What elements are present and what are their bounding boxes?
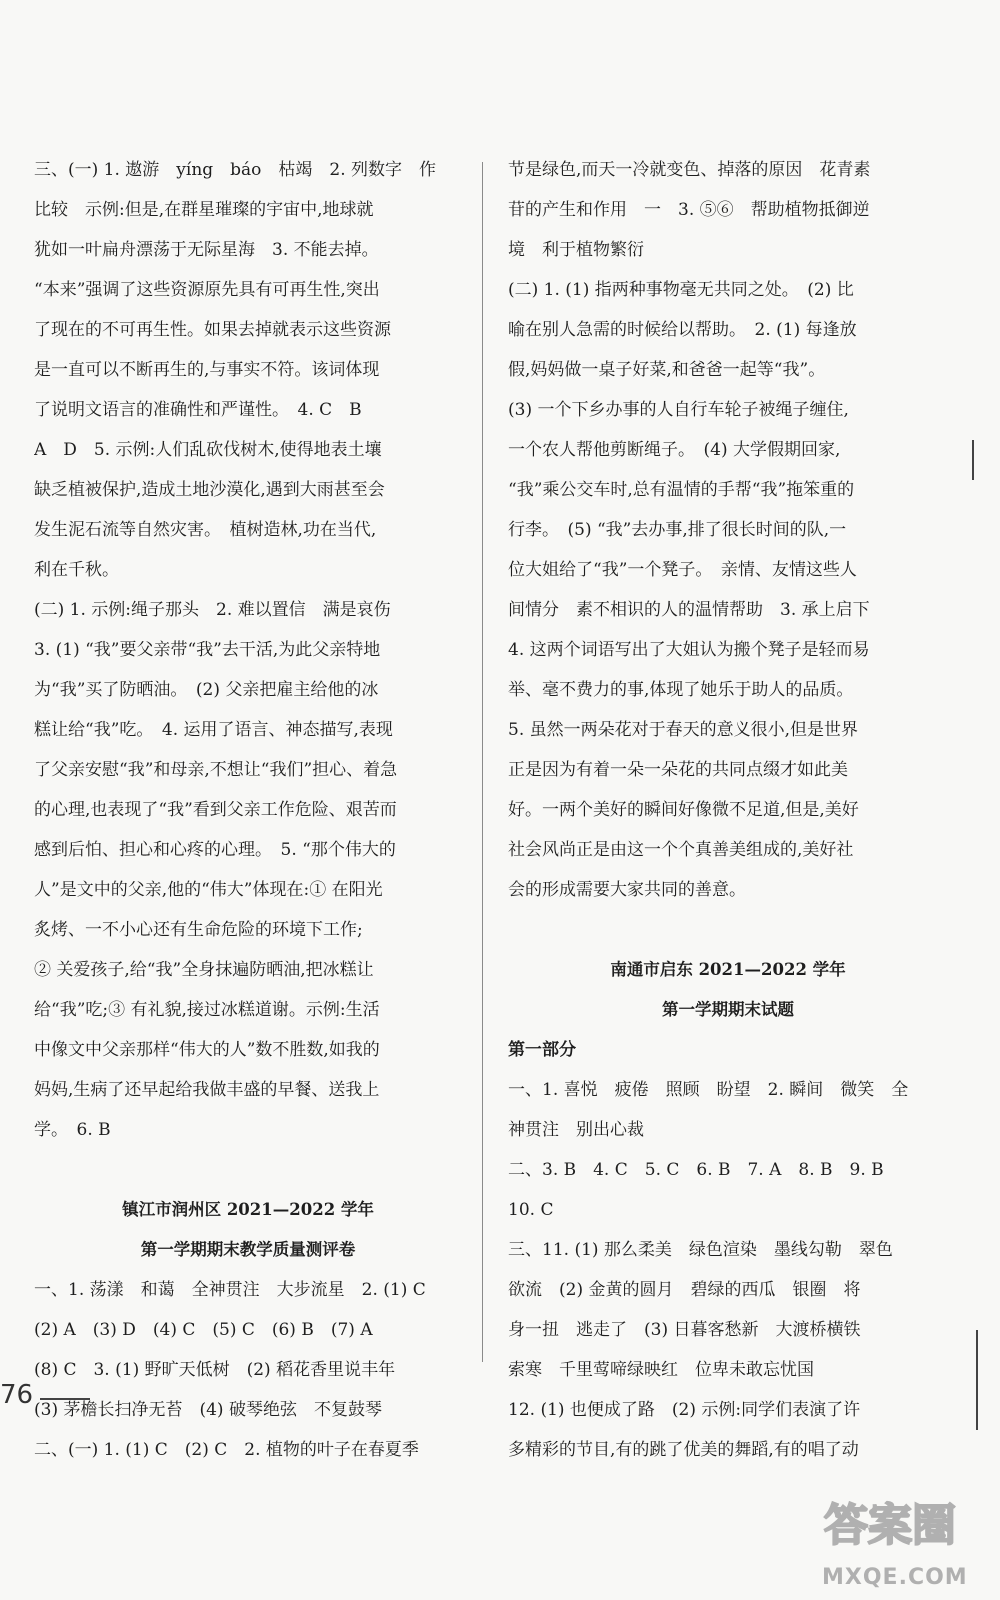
answer-line: 了现在的不可再生性。如果去掉就表示这些资源	[34, 320, 391, 340]
answer-line: 妈妈,生病了还早起给我做丰盛的早餐、送我上	[34, 1080, 380, 1100]
answer-line: 为“我”买了防晒油。 (2) 父亲把雇主给他的冰	[34, 680, 379, 700]
spacer	[508, 910, 948, 950]
answer-line: (3) 茅檐长扫净无苔 (4) 破琴绝弦 不复鼓琴	[34, 1400, 382, 1420]
answer-line: 多精彩的节目,有的跳了优美的舞蹈,有的唱了动	[508, 1440, 859, 1460]
page-number-rule	[40, 1398, 90, 1400]
answer-line: 中像文中父亲那样“伟大的人”数不胜数,如我的	[34, 1040, 380, 1060]
answer-line: 学。 6. B	[34, 1120, 111, 1140]
answer-line: 4. 这两个词语写出了大姐认为搬个凳子是轻而易	[508, 640, 870, 660]
answer-line: (二) 1. 示例:绳子那头 2. 难以置信 满是哀伤	[34, 600, 391, 620]
answer-line: 欲流 (2) 金黄的圆月 碧绿的西瓜 银圈 将	[508, 1280, 861, 1300]
page-number: 76	[0, 1380, 34, 1410]
right-column	[508, 150, 948, 1470]
answer-line: ② 关爱孩子,给“我”全身抹遍防晒油,把冰糕让	[34, 960, 374, 980]
answer-line: (二) 1. (1) 指两种事物毫无共同之处。 (2) 比	[508, 280, 854, 300]
section-subtitle: 第一学期期末试题	[662, 1000, 794, 1019]
answer-line: 间情分 素不相识的人的温情帮助 3. 承上启下	[508, 600, 870, 620]
answer-line: 二、3. B 4. C 5. C 6. B 7. A 8. B 9. B	[508, 1160, 884, 1180]
spacer	[34, 1150, 462, 1190]
answer-line: 一、1. 喜悦 疲倦 照顾 盼望 2. 瞬间 微笑 全	[508, 1080, 909, 1100]
answer-line: (2) A (3) D (4) C (5) C (6) B (7) A	[34, 1320, 373, 1340]
answer-line: 假,妈妈做一桌子好菜,和爸爸一起等“我”。	[508, 360, 826, 380]
answer-line: 5. 虽然一两朵花对于春天的意义很小,但是世界	[508, 720, 859, 740]
watermark-logo-text: 答案圈	[824, 1500, 956, 1551]
answer-line: 发生泥石流等自然灾害。 植树造林,功在当代,	[34, 520, 377, 540]
answer-line: (3) 一个下乡办事的人自行车轮子被绳子缠住,	[508, 400, 849, 420]
answer-line: 举、毫不费力的事,体现了她乐于助人的品质。	[508, 680, 854, 700]
answer-line: 糕让给“我”吃。 4. 运用了语言、神态描写,表现	[34, 720, 393, 740]
answer-line: 二、(一) 1. (1) C (2) C 2. 植物的叶子在春夏季	[34, 1440, 419, 1460]
watermark-site-text: MXQE.COM	[822, 1565, 968, 1590]
answer-line: 行李。 (5) “我”去办事,排了很长时间的队,一	[508, 520, 847, 540]
section-title: 南通市启东 2021—2022 学年	[610, 960, 846, 979]
answer-line: 位大姐给了“我”一个凳子。 亲情、友情这些人	[508, 560, 857, 580]
part-heading: 第一部分	[508, 1040, 576, 1060]
answer-line: 了父亲安慰“我”和母亲,不想让“我们”担心、着急	[34, 760, 398, 780]
answer-line: 身一扭 逃走了 (3) 日暮客愁新 大渡桥横铁	[508, 1320, 861, 1340]
answer-line: 利在千秋。	[34, 560, 119, 580]
answer-line: 喻在别人急需的时候给以帮助。 2. (1) 每逢放	[508, 320, 857, 340]
answer-line: 感到后怕、担心和心疼的心理。 5. “那个伟大的	[34, 840, 396, 860]
answer-line: 缺乏植被保护,造成土地沙漠化,遇到大雨甚至会	[34, 480, 385, 500]
answer-line: 12. (1) 也便成了路 (2) 示例:同学们表演了许	[508, 1400, 861, 1420]
answer-line: 一个农人帮他剪断绳子。 (4) 大学假期回家,	[508, 440, 841, 460]
answer-line: 会的形成需要大家共同的善意。	[508, 880, 746, 900]
section-subtitle: 第一学期期末教学质量测评卷	[140, 1240, 356, 1259]
scan-edge-mark	[976, 1330, 978, 1430]
answer-line: 给“我”吃;③ 有礼貌,接过冰糕道谢。示例:生活	[34, 1000, 380, 1020]
answer-line: 苷的产生和作用 一 3. ⑤⑥ 帮助植物抵御逆	[508, 200, 870, 220]
answer-line: 神贯注 别出心裁	[508, 1120, 644, 1140]
answer-line: “我”乘公交车时,总有温情的手帮“我”拖笨重的	[508, 480, 855, 500]
answer-line: 的心理,也表现了“我”看到父亲工作危险、艰苦而	[34, 800, 397, 820]
answer-line: 人”是文中的父亲,他的“伟大”体现在:① 在阳光	[34, 880, 383, 900]
answer-line: 社会风尚正是由这一个个真善美组成的,美好社	[508, 840, 854, 860]
answer-line: 节是绿色,而天一冷就变色、掉落的原因 花青素	[508, 160, 871, 180]
answer-line: 了说明文语言的准确性和严谨性。 4. C B	[34, 400, 362, 420]
section-title: 镇江市润州区 2021—2022 学年	[122, 1200, 374, 1219]
answer-line: 犹如一叶扁舟漂荡于无际星海 3. 不能去掉。	[34, 240, 379, 260]
left-column	[34, 150, 462, 1470]
answer-line: 正是因为有着一朵一朵花的共同点缀才如此美	[508, 760, 848, 780]
answer-line: (8) C 3. (1) 野旷天低树 (2) 稻花香里说丰年	[34, 1360, 396, 1380]
answer-line: 好。一两个美好的瞬间好像微不足道,但是,美好	[508, 800, 859, 820]
answer-line: 是一直可以不断再生的,与事实不符。该词体现	[34, 360, 380, 380]
answer-line: 比较 示例:但是,在群星璀璨的宇宙中,地球就	[34, 200, 374, 220]
answer-line: 索寒 千里莺啼绿映红 位卑未敢忘忧国	[508, 1360, 814, 1380]
scan-edge-mark	[972, 440, 974, 480]
answer-line: 三、(一) 1. 遨游 yíng báo 枯竭 2. 列数字 作	[34, 160, 437, 180]
answer-line: 炙烤、一不小心还有生命危险的环境下工作;	[34, 920, 363, 940]
answer-line: 3. (1) “我”要父亲带“我”去干活,为此父亲特地	[34, 640, 381, 660]
answer-line: 一、1. 荡漾 和蔼 全神贯注 大步流星 2. (1) C	[34, 1280, 426, 1300]
watermark-logo	[820, 1488, 990, 1594]
answer-line: A D 5. 示例:人们乱砍伐树木,使得地表土壤	[34, 440, 382, 460]
answer-line: 境 利于植物繁衍	[508, 240, 644, 260]
answer-line: “本来”强调了这些资源原先具有可再生性,突出	[34, 280, 380, 300]
answer-line: 三、11. (1) 那么柔美 绿色渲染 墨线勾勒 翠色	[508, 1240, 893, 1260]
column-divider	[482, 162, 483, 1362]
answer-line: 10. C	[508, 1200, 554, 1220]
